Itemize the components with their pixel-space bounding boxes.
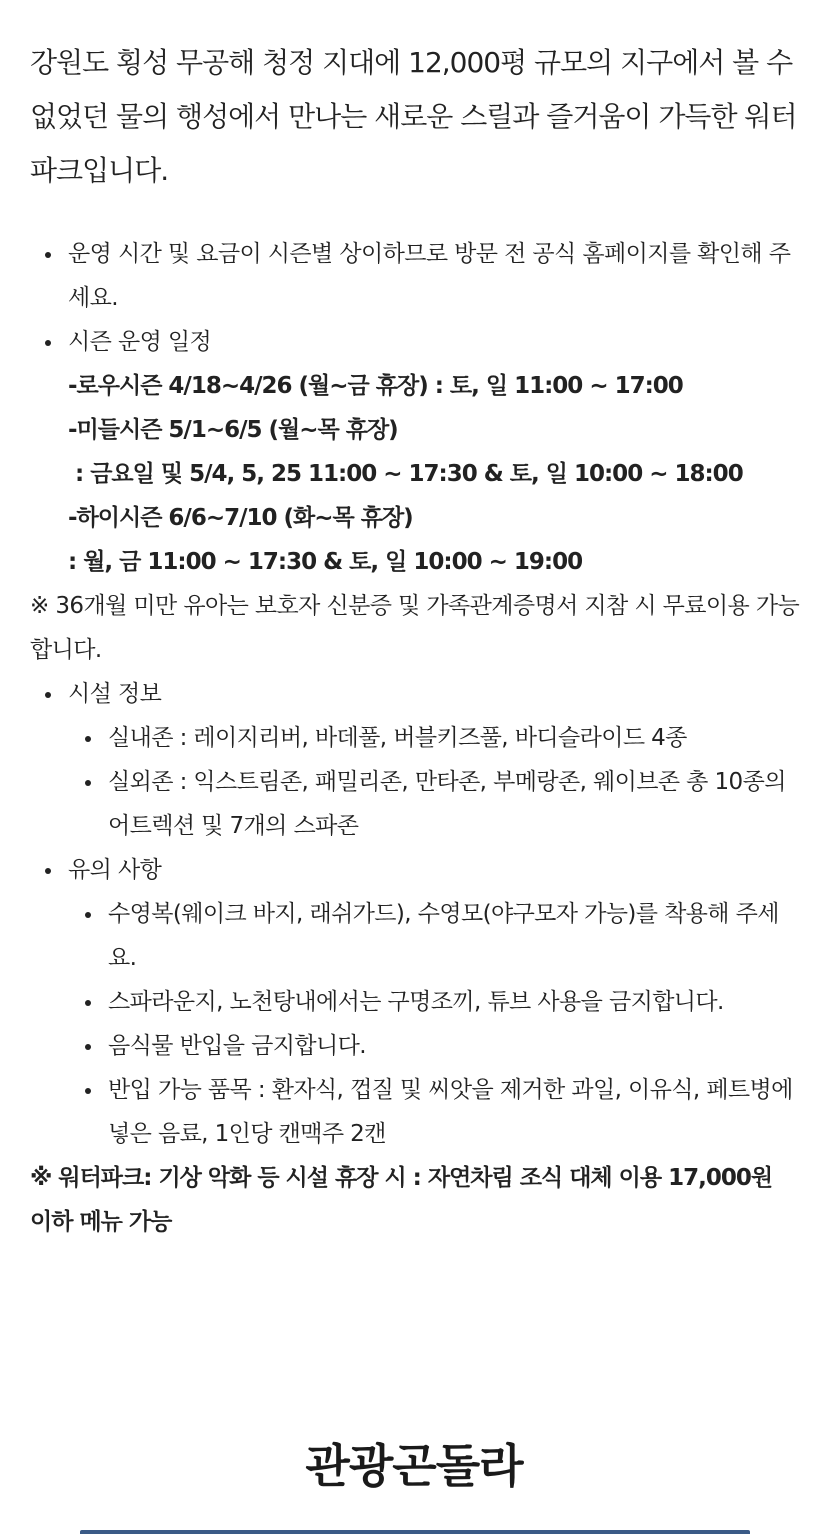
closing-note: ※ 워터파크: 기상 악화 등 시설 휴장 시 : 자연차림 조식 대체 이용 17,000원 이하 메뉴 가능 — [30, 1165, 773, 1235]
list-item-notice — [30, 232, 800, 320]
list-item-outdoor — [30, 760, 800, 848]
list-item-caution — [30, 848, 800, 892]
list-item-schedule — [30, 320, 800, 364]
bullet-dot — [85, 912, 91, 918]
caution-title: 유의 사항 — [68, 857, 162, 883]
bullet-dot — [85, 736, 91, 742]
facility-outdoor-text: 실외존 : 익스트림존, 패밀리존, 만타존, 부메랑존, 웨이브존 총 10종의 어트렉션 및 7개의 스파존 — [108, 769, 786, 839]
list-item-allowed — [30, 1068, 800, 1156]
schedule-line-mid: -미들시즌 5/1~6/5 (월~목 휴장) — [68, 417, 398, 443]
notice-text: 운영 시간 및 요금이 시즌별 상이하므로 방문 전 공식 홈페이지를 확인해 주세요. — [68, 241, 791, 311]
bullet-dot — [45, 340, 51, 346]
facility-indoor-text: 실내존 : 레이지리버, 바데풀, 버블키즈풀, 바디슬라이드 4종 — [108, 725, 687, 751]
list-item-indoor — [30, 716, 800, 760]
list-item-facility — [30, 672, 800, 716]
schedule-line-mid-detail: : 금요일 및 5/4, 5, 25 11:00 ~ 17:30 & 토, 일 10:00 ~ 18:00 — [68, 461, 743, 487]
schedule-title: 시즌 운영 일정 — [68, 329, 212, 355]
list-item-spa — [30, 980, 800, 1024]
bullet-dot — [45, 692, 51, 698]
schedule-line-low: -로우시즌 4/18~4/26 (월~금 휴장) : 토, 일 11:00 ~ 17:00 — [68, 373, 683, 399]
bullet-dot — [45, 252, 51, 258]
infant-note: ※ 36개월 미만 유아는 보호자 신분증 및 가족관계증명서 지참 시 무료이용 가능합니다. — [30, 593, 800, 663]
section-title: 관광곤돌라 — [305, 1439, 523, 1493]
list-item-swimwear — [30, 892, 800, 980]
caution-food-text: 음식물 반입을 금지합니다. — [108, 1033, 366, 1059]
intro-paragraph: 강원도 횡성 무공해 청정 지대에 12,000평 규모의 지구에서 볼 수 없었던 물의 행성에서 만나는 새로운 스릴과 즐거움이 가득한 워터파크입니다. — [30, 46, 797, 187]
caution-swimwear-text: 수영복(웨이크 바지, 래쉬가드), 수영모(야구모자 가능)를 착용해 주세요. — [108, 901, 779, 971]
bullet-dot — [45, 868, 51, 874]
next-image-edge — [80, 1530, 750, 1534]
bullet-dot — [85, 1000, 91, 1006]
caution-allowed-text: 반입 가능 품목 : 환자식, 껍질 및 씨앗을 제거한 과일, 이유식, 페트병에 넣은 음료, 1인당 캔맥주 2캔 — [108, 1077, 793, 1147]
schedule-line-high: -하이시즌 6/6~7/10 (화~목 휴장) — [68, 505, 413, 531]
bullet-dot — [85, 1088, 91, 1094]
schedule-line-high-detail: : 월, 금 11:00 ~ 17:30 & 토, 일 10:00 ~ 19:00 — [68, 549, 583, 575]
detail-content — [30, 36, 800, 1244]
caution-spa-text: 스파라운지, 노천탕내에서는 구명조끼, 튜브 사용을 금지합니다. — [108, 989, 724, 1015]
facility-title: 시설 정보 — [68, 681, 162, 707]
bullet-dot — [85, 780, 91, 786]
list-item-food — [30, 1024, 800, 1068]
bullet-dot — [85, 1044, 91, 1050]
